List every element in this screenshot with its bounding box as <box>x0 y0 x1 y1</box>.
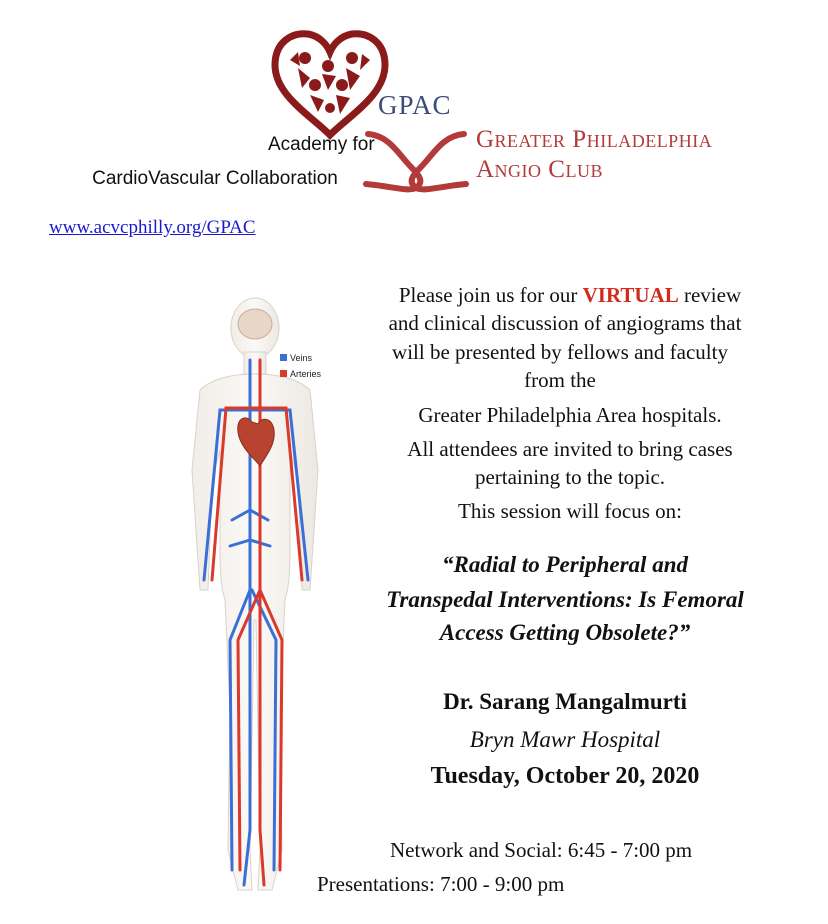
gpac-name-line2: Angio Club <box>476 156 603 183</box>
invitation-line-8: This session will focus on: <box>458 499 682 523</box>
acvc-logo <box>92 30 390 200</box>
legend-veins: Veins <box>290 353 313 363</box>
website-link[interactable]: www.acvcphilly.org/GPAC <box>49 217 256 238</box>
schedule-network-social: Network and Social: 6:45 - 7:00 pm <box>390 838 693 862</box>
gpac-name-line1: Greater Philadelphia <box>476 126 713 153</box>
invitation-line-2: and clinical discussion of angiograms that <box>388 311 742 335</box>
invitation-text: review <box>678 283 742 307</box>
gpac-logo <box>360 90 760 210</box>
virtual-highlight: VIRTUAL <box>582 283 679 307</box>
event-date: Tuesday, October 20, 2020 <box>430 763 700 789</box>
topic-title-line-3: Access Getting Obsolete?” <box>439 620 691 645</box>
invitation-text: Please join us for our <box>398 283 583 307</box>
brain-icon <box>238 309 272 339</box>
acvc-name-line1: Academy for <box>268 134 375 155</box>
invitation-line-6: All attendees are invited to bring cases <box>407 437 733 461</box>
gpac-abbreviation: GPAC <box>378 90 452 120</box>
speaker-name: Dr. Sarang Mangalmurti <box>443 689 687 714</box>
invitation-line-5: Greater Philadelphia Area hospitals. <box>418 403 722 427</box>
invitation-line-3: will be presented by fellows and faculty <box>392 340 728 364</box>
circulatory-system-illustration <box>160 290 360 902</box>
schedule-presentations: Presentations: 7:00 - 9:00 pm <box>317 872 565 896</box>
invitation-line-7: pertaining to the topic. <box>474 465 666 489</box>
topic-title-line-1: “Radial to Peripheral and <box>442 552 688 577</box>
gpac-ribbon-heart-icon <box>360 126 470 196</box>
legend-arteries: Arteries <box>290 369 322 379</box>
acvc-name-line2: CardioVascular Collaboration <box>92 168 338 189</box>
invitation-line-1 <box>360 282 780 308</box>
invitation-line-4: from the <box>524 368 596 392</box>
speaker-hospital: Bryn Mawr Hospital <box>469 727 661 752</box>
topic-title-line-2: Transpedal Interventions: Is Femoral <box>386 587 744 612</box>
